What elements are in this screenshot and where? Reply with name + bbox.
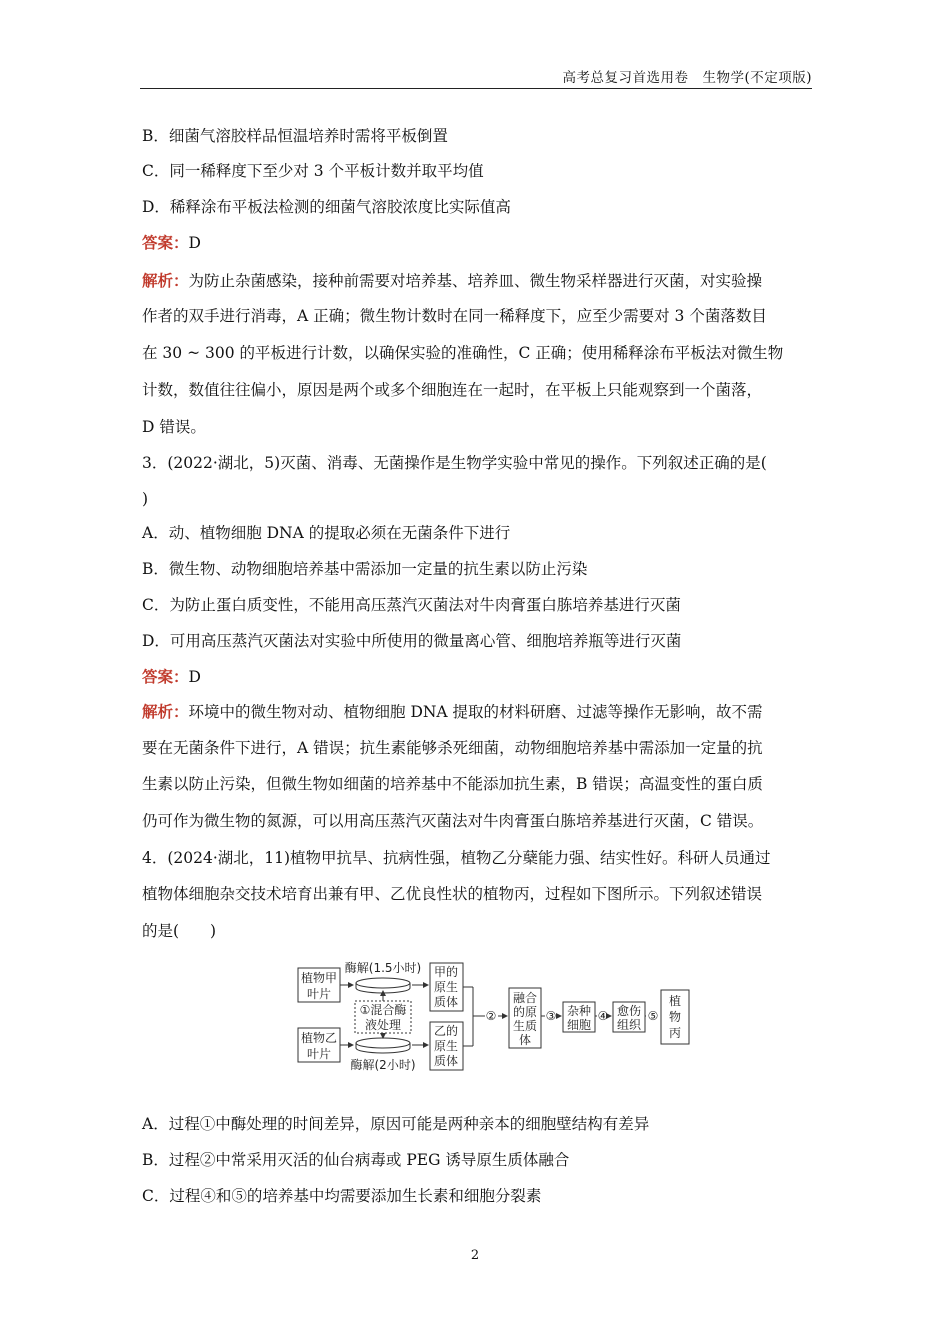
line-label: 答案： [142, 233, 189, 252]
callus-2: 组织 [616, 1018, 642, 1032]
line-text: 为防止杂菌感染，接种前需要对培养基、培养皿、微生物采样器进行灭菌，对实验操 [188, 272, 763, 290]
proto-b-1: 乙的 [433, 1024, 459, 1038]
plant-b-label-1: 植物乙 [300, 1031, 338, 1045]
fused-4: 体 [518, 1033, 532, 1047]
text-line [142, 920, 216, 942]
proto-a-1: 甲的 [433, 965, 459, 979]
line-text: 的是( ) [142, 922, 217, 940]
plant-a-label-2: 叶片 [306, 987, 332, 1001]
page-number: 2 [470, 1248, 480, 1263]
line-text: D 错误。 [142, 418, 206, 436]
text-line [142, 630, 681, 652]
line-text: 要在无菌条件下进行，A 错误；抗生素能够杀死细菌，动物细胞培养基中需添加一定量的抗 [142, 739, 763, 757]
text-line [142, 270, 762, 292]
proto-b-2: 原生 [433, 1039, 459, 1053]
line-text: C．同一稀释度下至少对 3 个平板计数并取平均值 [142, 162, 484, 180]
fused-1: 融合 [512, 991, 538, 1005]
header-title: 高考总复习首选用卷 生物学(不定项版) [562, 70, 812, 86]
mix-label-2: 液处理 [364, 1018, 402, 1032]
enzyme-a-label: 酶解(1.5小时) [344, 961, 422, 975]
line-text: D [188, 234, 201, 252]
process-diagram [295, 958, 682, 1078]
line-text: D．可用高压蒸汽灭菌法对实验中所使用的微量离心管、细胞培养瓶等进行灭菌 [142, 632, 682, 650]
line-text: 环境中的微生物对动、植物细胞 DNA 提取的材料研磨、过滤等操作无影响，故不需 [188, 703, 763, 721]
hybrid-2: 细胞 [566, 1018, 592, 1032]
fused-3: 生质 [512, 1019, 538, 1033]
line-text: 计数，数值往往偏小，原因是两个或多个细胞连在一起时，在平板上只能观察到一个菌落， [142, 381, 763, 399]
callus-1: 愈伤 [616, 1004, 642, 1018]
line-text: B．细菌气溶胶样品恒温培养时需将平板倒置 [142, 127, 448, 145]
line-text: ) [142, 490, 149, 508]
line-label: 答案： [142, 667, 189, 686]
enzyme-b-label: 酶解(2小时) [350, 1058, 416, 1072]
line-label: 解析： [142, 271, 189, 290]
line-text: 仍可作为微生物的氮源，可以用高压蒸汽灭菌法对牛肉膏蛋白胨培养基进行灭菌，C 错误。 [142, 812, 764, 830]
text-line [142, 1113, 649, 1135]
line-text: 作者的双手进行消毒，A 正确；微生物计数时在同一稀释度下，应至少需要对 3 个菌落数目 [142, 307, 767, 325]
plant-a-label-1: 植物甲 [300, 971, 338, 985]
plant-c-3: 丙 [668, 1026, 682, 1040]
text-line [142, 160, 484, 182]
text-line [142, 416, 206, 438]
proto-b-3: 质体 [433, 1054, 459, 1068]
line-text: 生素以防止污染，但微生物如细菌的培养基中不能添加抗生素，B 错误；高温变性的蛋白质 [142, 775, 763, 793]
hybrid-1: 杂种 [566, 1004, 592, 1018]
text-line [142, 737, 763, 759]
text-line [142, 196, 511, 218]
text-line [142, 594, 681, 616]
text-line [142, 666, 201, 688]
text-line [142, 1185, 541, 1207]
line-text: 植物体细胞杂交技术培育出兼有甲、乙优良性状的植物丙，过程如下图所示。下列叙述错误 [142, 885, 763, 903]
line-label: 解析： [142, 702, 189, 721]
text-line [142, 522, 510, 544]
step-3-label: ③ [545, 1009, 557, 1023]
line-text: D [188, 668, 201, 686]
proto-a-3: 质体 [433, 995, 459, 1009]
text-line [142, 847, 771, 869]
text-line [142, 558, 587, 580]
line-text: A．动、植物细胞 DNA 的提取必须在无菌条件下进行 [142, 524, 511, 542]
plant-b-label-2: 叶片 [306, 1047, 332, 1061]
proto-a-2: 原生 [433, 980, 459, 994]
text-line [142, 773, 763, 795]
text-line [142, 488, 148, 510]
text-line [142, 305, 767, 327]
diagram-svg [295, 958, 682, 1078]
step-2-label: ② [485, 1009, 497, 1023]
plant-c-1: 植 [668, 994, 682, 1008]
text-line [142, 342, 783, 364]
petri-dish-b-icon [356, 1038, 410, 1048]
line-text: B．过程②中常采用灭活的仙台病毒或 PEG 诱导原生质体融合 [142, 1151, 570, 1169]
line-text: 在 30 ~ 300 的平板进行计数，以确保实验的准确性，C 正确；使用稀释涂布平板法对微生物 [142, 344, 784, 362]
text-line [142, 125, 448, 147]
text-line [142, 810, 763, 832]
mix-label-1: ①混合酶 [359, 1003, 407, 1017]
line-text: C．过程④和⑤的培养基中均需要添加生长素和细胞分裂素 [142, 1187, 542, 1205]
step-4-label: ④ [597, 1009, 609, 1023]
line-text: D．稀释涂布平板法检测的细菌气溶胶浓度比实际值高 [142, 198, 511, 216]
fused-2: 的原 [512, 1005, 538, 1019]
text-line [142, 232, 201, 254]
text-line [142, 452, 767, 474]
line-text: B．微生物、动物细胞培养基中需添加一定量的抗生素以防止污染 [142, 560, 588, 578]
text-line [142, 883, 762, 905]
step-5-label: ⑤ [647, 1009, 659, 1023]
line-text: C．为防止蛋白质变性，不能用高压蒸汽灭菌法对牛肉膏蛋白胨培养基进行灭菌 [142, 596, 681, 614]
page-header [140, 66, 812, 89]
line-text: A．过程①中酶处理的时间差异，原因可能是两种亲本的细胞壁结构有差异 [142, 1115, 650, 1133]
line-text: 3．(2022·湖北，5)灭菌、消毒、无菌操作是生物学实验中常见的操作。下列叙述正确的是( [142, 454, 767, 472]
petri-dish-a-icon [356, 978, 410, 988]
plant-c-2: 物 [668, 1010, 682, 1024]
text-line [142, 701, 763, 723]
text-line [142, 1149, 569, 1171]
text-line [142, 379, 762, 401]
line-text: 4．(2024·湖北，11)植物甲抗旱、抗病性强，植物乙分蘖能力强、结实性好。科研人员通过 [142, 849, 771, 867]
